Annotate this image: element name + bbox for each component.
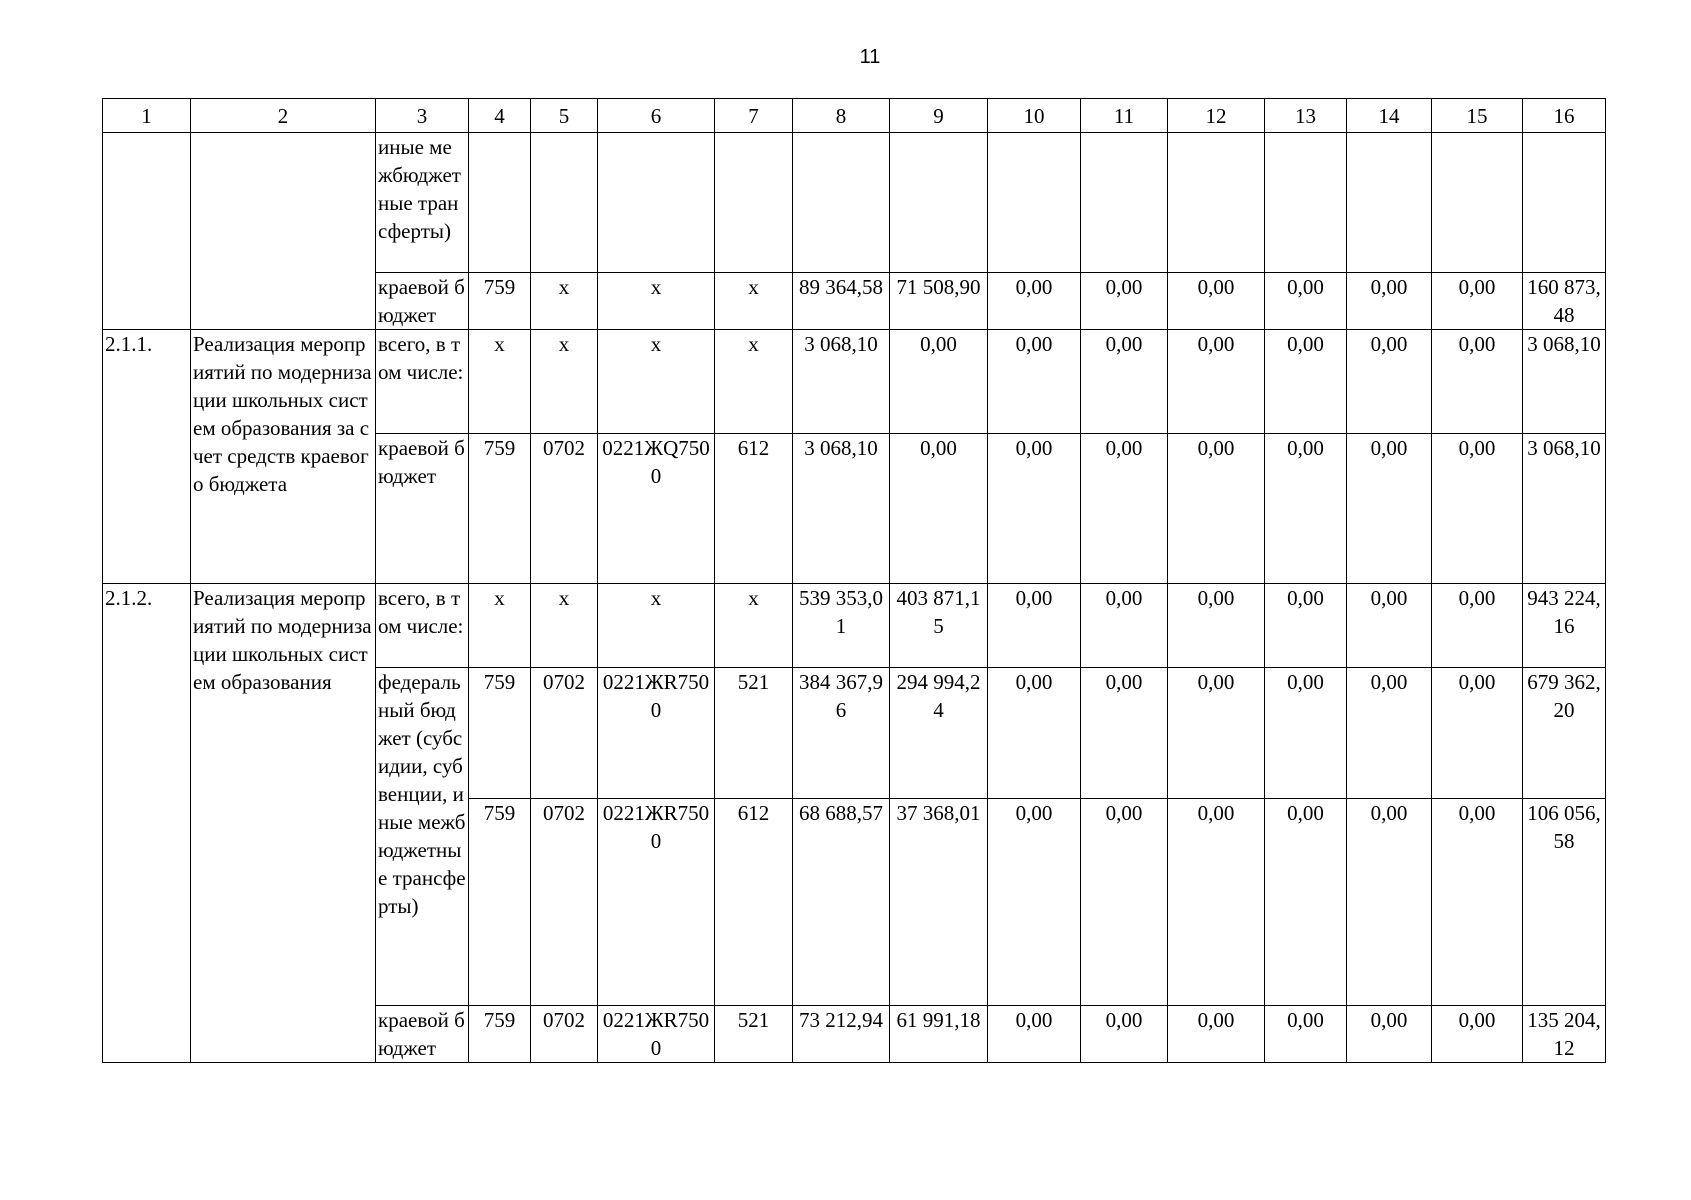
cell-c9: 61 991,18 bbox=[890, 1006, 988, 1063]
cell-c8: 89 364,58 bbox=[793, 273, 890, 330]
funding-source-cell: краевой бюджет bbox=[376, 434, 469, 584]
cell-c6: 0221ЖR7500 bbox=[598, 668, 715, 799]
cell-c4: 759 bbox=[469, 273, 531, 330]
cell-c11: 0,00 bbox=[1081, 668, 1168, 799]
cell-c7: х bbox=[715, 330, 793, 434]
cell-c9: 294 994,24 bbox=[890, 668, 988, 799]
cell-c15: 0,00 bbox=[1432, 1006, 1523, 1063]
cell-c16: 679 362,20 bbox=[1523, 668, 1606, 799]
column-header: 7 bbox=[715, 99, 793, 133]
cell-c16: 135 204,12 bbox=[1523, 1006, 1606, 1063]
cell-c10: 0,00 bbox=[988, 330, 1081, 434]
page-number: 11 bbox=[859, 46, 881, 68]
cell-c5: х bbox=[531, 584, 598, 668]
item-name-cell: Реализация мероприятий по модернизации школьных систем образования за счет средств краевого бюджета bbox=[191, 330, 376, 584]
cell-c9: 71 508,90 bbox=[890, 273, 988, 330]
cell-c11: 0,00 bbox=[1081, 1006, 1168, 1063]
cell-c13: 0,00 bbox=[1265, 273, 1347, 330]
column-header: 14 bbox=[1347, 99, 1432, 133]
cell-c14: 0,00 bbox=[1347, 1006, 1432, 1063]
funding-source-cell: краевой бюджет bbox=[376, 1006, 469, 1063]
cell-c15: 0,00 bbox=[1432, 330, 1523, 434]
cell-c4: 759 bbox=[469, 668, 531, 799]
cell-c14: 0,00 bbox=[1347, 434, 1432, 584]
cell-c13: 0,00 bbox=[1265, 434, 1347, 584]
budget-table bbox=[102, 98, 1606, 1063]
cell-c16: 106 056,58 bbox=[1523, 799, 1606, 1006]
cell-c5: х bbox=[531, 330, 598, 434]
cell-c16: 943 224,16 bbox=[1523, 584, 1606, 668]
cell-c14: 0,00 bbox=[1347, 273, 1432, 330]
cell-c16: 160 873,48 bbox=[1523, 273, 1606, 330]
column-header: 10 bbox=[988, 99, 1081, 133]
cell-c9: 0,00 bbox=[890, 434, 988, 584]
cell-c7: 521 bbox=[715, 1006, 793, 1063]
cell-c10: 0,00 bbox=[988, 434, 1081, 584]
cell-c14: 0,00 bbox=[1347, 799, 1432, 1006]
cell-c12: 0,00 bbox=[1168, 799, 1265, 1006]
item-number-cell bbox=[103, 133, 191, 330]
cell-c5: 0702 bbox=[531, 1006, 598, 1063]
cell-c12: 0,00 bbox=[1168, 434, 1265, 584]
cell-c13: 0,00 bbox=[1265, 330, 1347, 434]
funding-source-cell: иные межбюджетные трансферты) bbox=[376, 133, 469, 273]
cell-c10: 0,00 bbox=[988, 584, 1081, 668]
cell-c11: 0,00 bbox=[1081, 273, 1168, 330]
column-header: 4 bbox=[469, 99, 531, 133]
cell-c6: х bbox=[598, 273, 715, 330]
cell-c16: 3 068,10 bbox=[1523, 434, 1606, 584]
funding-source-cell: всего, в том числе: bbox=[376, 330, 469, 434]
cell-c15: 0,00 bbox=[1432, 799, 1523, 1006]
table-row bbox=[103, 133, 1606, 273]
cell-c9: 0,00 bbox=[890, 330, 988, 434]
column-header: 8 bbox=[793, 99, 890, 133]
funding-source-cell: всего, в том числе: bbox=[376, 584, 469, 668]
cell-c15: 0,00 bbox=[1432, 434, 1523, 584]
cell-c12: 0,00 bbox=[1168, 1006, 1265, 1063]
cell-c8: 3 068,10 bbox=[793, 330, 890, 434]
cell-c10: 0,00 bbox=[988, 799, 1081, 1006]
cell-c5: 0702 bbox=[531, 668, 598, 799]
table-row bbox=[103, 330, 1606, 434]
column-header: 11 bbox=[1081, 99, 1168, 133]
cell-c7: 612 bbox=[715, 799, 793, 1006]
cell-c13: 0,00 bbox=[1265, 1006, 1347, 1063]
cell-c12: 0,00 bbox=[1168, 273, 1265, 330]
cell-c5: х bbox=[531, 273, 598, 330]
table-row bbox=[103, 584, 1606, 668]
cell-c5: 0702 bbox=[531, 434, 598, 584]
cell-c7: х bbox=[715, 584, 793, 668]
item-number-cell: 2.1.1. bbox=[103, 330, 191, 584]
cell-c15: 0,00 bbox=[1432, 668, 1523, 799]
cell-c7: 612 bbox=[715, 434, 793, 584]
cell-c4: х bbox=[469, 584, 531, 668]
column-header: 15 bbox=[1432, 99, 1523, 133]
column-header: 13 bbox=[1265, 99, 1347, 133]
cell-c16: 3 068,10 bbox=[1523, 330, 1606, 434]
cell-c7: х bbox=[715, 273, 793, 330]
cell-c8: 384 367,96 bbox=[793, 668, 890, 799]
cell-c15: 0,00 bbox=[1432, 584, 1523, 668]
cell-c11: 0,00 bbox=[1081, 330, 1168, 434]
column-header: 1 bbox=[103, 99, 191, 133]
cell-c15: 0,00 bbox=[1432, 273, 1523, 330]
cell-c8: 68 688,57 bbox=[793, 799, 890, 1006]
cell-c6: х bbox=[598, 584, 715, 668]
column-header: 3 bbox=[376, 99, 469, 133]
cell-c6: 0221ЖR7500 bbox=[598, 1006, 715, 1063]
cell-c13: 0,00 bbox=[1265, 668, 1347, 799]
cell-c13: 0,00 bbox=[1265, 584, 1347, 668]
cell-c8: 3 068,10 bbox=[793, 434, 890, 584]
column-header: 16 bbox=[1523, 99, 1606, 133]
funding-source-cell: федеральный бюджет (субсидии, субвенции, иные межбюджетные трансферты) bbox=[376, 668, 469, 1006]
column-header: 6 bbox=[598, 99, 715, 133]
cell-c5: 0702 bbox=[531, 799, 598, 1006]
cell-c8: 73 212,94 bbox=[793, 1006, 890, 1063]
column-header: 5 bbox=[531, 99, 598, 133]
cell-c10: 0,00 bbox=[988, 1006, 1081, 1063]
cell-c14: 0,00 bbox=[1347, 668, 1432, 799]
cell-c12: 0,00 bbox=[1168, 330, 1265, 434]
cell-c4: х bbox=[469, 330, 531, 434]
cell-c4: 759 bbox=[469, 799, 531, 1006]
column-header: 12 bbox=[1168, 99, 1265, 133]
cell-c11: 0,00 bbox=[1081, 434, 1168, 584]
cell-c6: х bbox=[598, 330, 715, 434]
cell-c10: 0,00 bbox=[988, 668, 1081, 799]
column-number-row bbox=[103, 99, 1606, 133]
item-number-cell: 2.1.2. bbox=[103, 584, 191, 1063]
cell-c4: 759 bbox=[469, 434, 531, 584]
column-header: 9 bbox=[890, 99, 988, 133]
cell-c6: 0221ЖQ7500 bbox=[598, 434, 715, 584]
column-header: 2 bbox=[191, 99, 376, 133]
cell-c6: 0221ЖR7500 bbox=[598, 799, 715, 1006]
cell-c4: 759 bbox=[469, 1006, 531, 1063]
funding-source-cell: краевой бюджет bbox=[376, 273, 469, 330]
cell-c10: 0,00 bbox=[988, 273, 1081, 330]
cell-c11: 0,00 bbox=[1081, 799, 1168, 1006]
cell-c11: 0,00 bbox=[1081, 584, 1168, 668]
cell-c9: 403 871,15 bbox=[890, 584, 988, 668]
cell-c8: 539 353,01 bbox=[793, 584, 890, 668]
item-name-cell: Реализация мероприятий по модернизации школьных систем образования bbox=[191, 584, 376, 1063]
cell-c12: 0,00 bbox=[1168, 668, 1265, 799]
cell-c9: 37 368,01 bbox=[890, 799, 988, 1006]
item-name-cell bbox=[191, 133, 376, 330]
cell-c7: 521 bbox=[715, 668, 793, 799]
cell-c14: 0,00 bbox=[1347, 330, 1432, 434]
cell-c12: 0,00 bbox=[1168, 584, 1265, 668]
cell-c14: 0,00 bbox=[1347, 584, 1432, 668]
cell-c13: 0,00 bbox=[1265, 799, 1347, 1006]
